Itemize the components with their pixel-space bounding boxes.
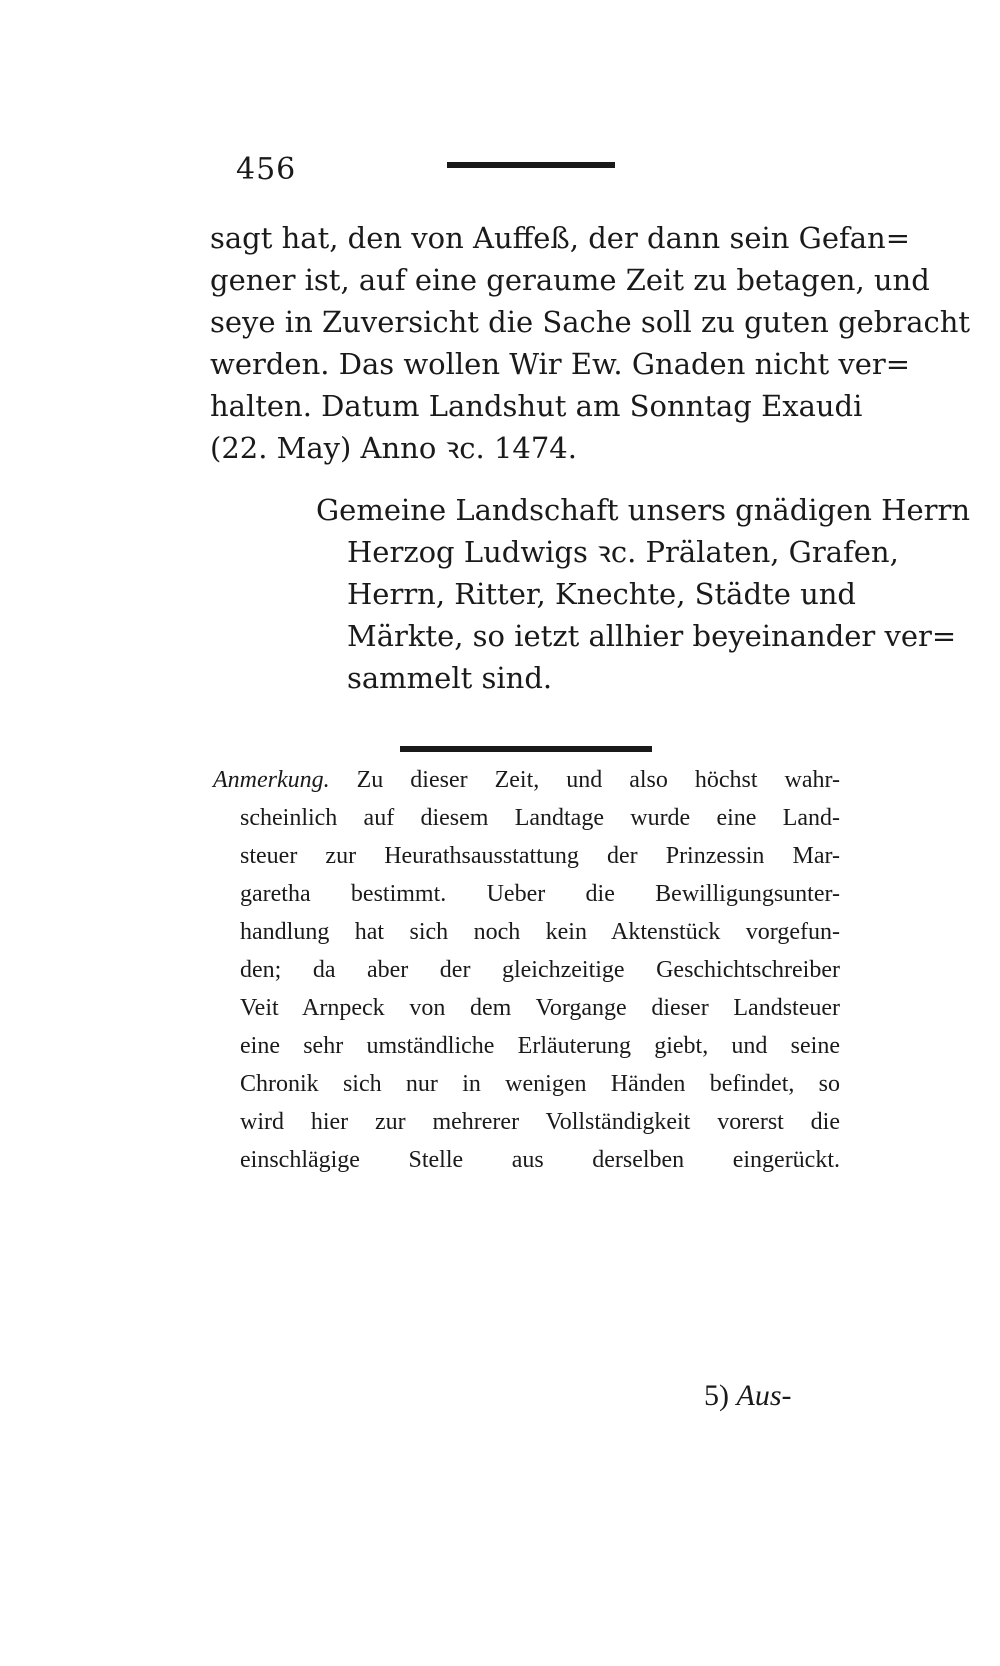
catchword-number: 5) — [704, 1379, 729, 1412]
signature-line: Herzog Ludwigs ꝛc. Prälaten, Grafen, — [347, 535, 899, 569]
note-line: handlung hat sich noch kein Aktenstück vorgefun- — [240, 919, 840, 945]
note-line: einschlägige Stelle aus derselben eingerückt. — [240, 1147, 840, 1173]
note-line: wird hier zur mehrerer Vollständigkeit vorerst die — [240, 1109, 840, 1135]
letter-line: seye in Zuversicht die Sache soll zu guten gebracht — [210, 305, 971, 339]
signature-line: sammelt sind. — [347, 661, 553, 695]
catchword — [704, 1379, 792, 1413]
note-line: Veit Arnpeck von dem Vorgange dieser Landsteuer — [240, 995, 840, 1021]
note-line: eine sehr umständliche Erläuterung giebt, und seine — [240, 1033, 840, 1059]
note-line: scheinlich auf diesem Landtage wurde eine Land- — [240, 805, 840, 831]
letter-line: gener ist, auf eine geraume Zeit zu betagen, und — [210, 263, 930, 297]
letter-line: halten. Datum Landshut am Sonntag Exaudi — [210, 389, 863, 423]
signature-line: Herrn, Ritter, Knechte, Städte und — [347, 577, 856, 611]
note-line: Chronik sich nur in wenigen Händen befindet, so — [240, 1071, 840, 1097]
section-rule — [400, 746, 652, 752]
note-first-line-text: Zu dieser Zeit, und also höchst wahr- — [356, 767, 841, 793]
page-number: 456 — [236, 152, 297, 187]
note-line: den; da aber der gleichzeitige Geschichtschreiber — [240, 957, 840, 983]
note-label: Anmerkung. — [213, 767, 330, 793]
header-rule — [447, 162, 615, 168]
letter-line: sagt hat, den von Auffeß, der dann sein Gefan= — [210, 221, 910, 255]
note-first-line — [213, 761, 840, 799]
note-line: garetha bestimmt. Ueber die Bewilligungsunter- — [240, 881, 840, 907]
catchword-text: Aus- — [736, 1379, 792, 1412]
signature-line: Gemeine Landschaft unsers gnädigen Herrn — [316, 493, 971, 527]
note-line: steuer zur Heurathsausstattung der Prinzessin Mar- — [240, 843, 840, 869]
signature-line: Märkte, so ietzt allhier beyeinander ver= — [347, 619, 957, 653]
letter-line: werden. Das wollen Wir Ew. Gnaden nicht ver= — [210, 347, 911, 381]
letter-line: (22. May) Anno ꝛc. 1474. — [210, 431, 577, 465]
